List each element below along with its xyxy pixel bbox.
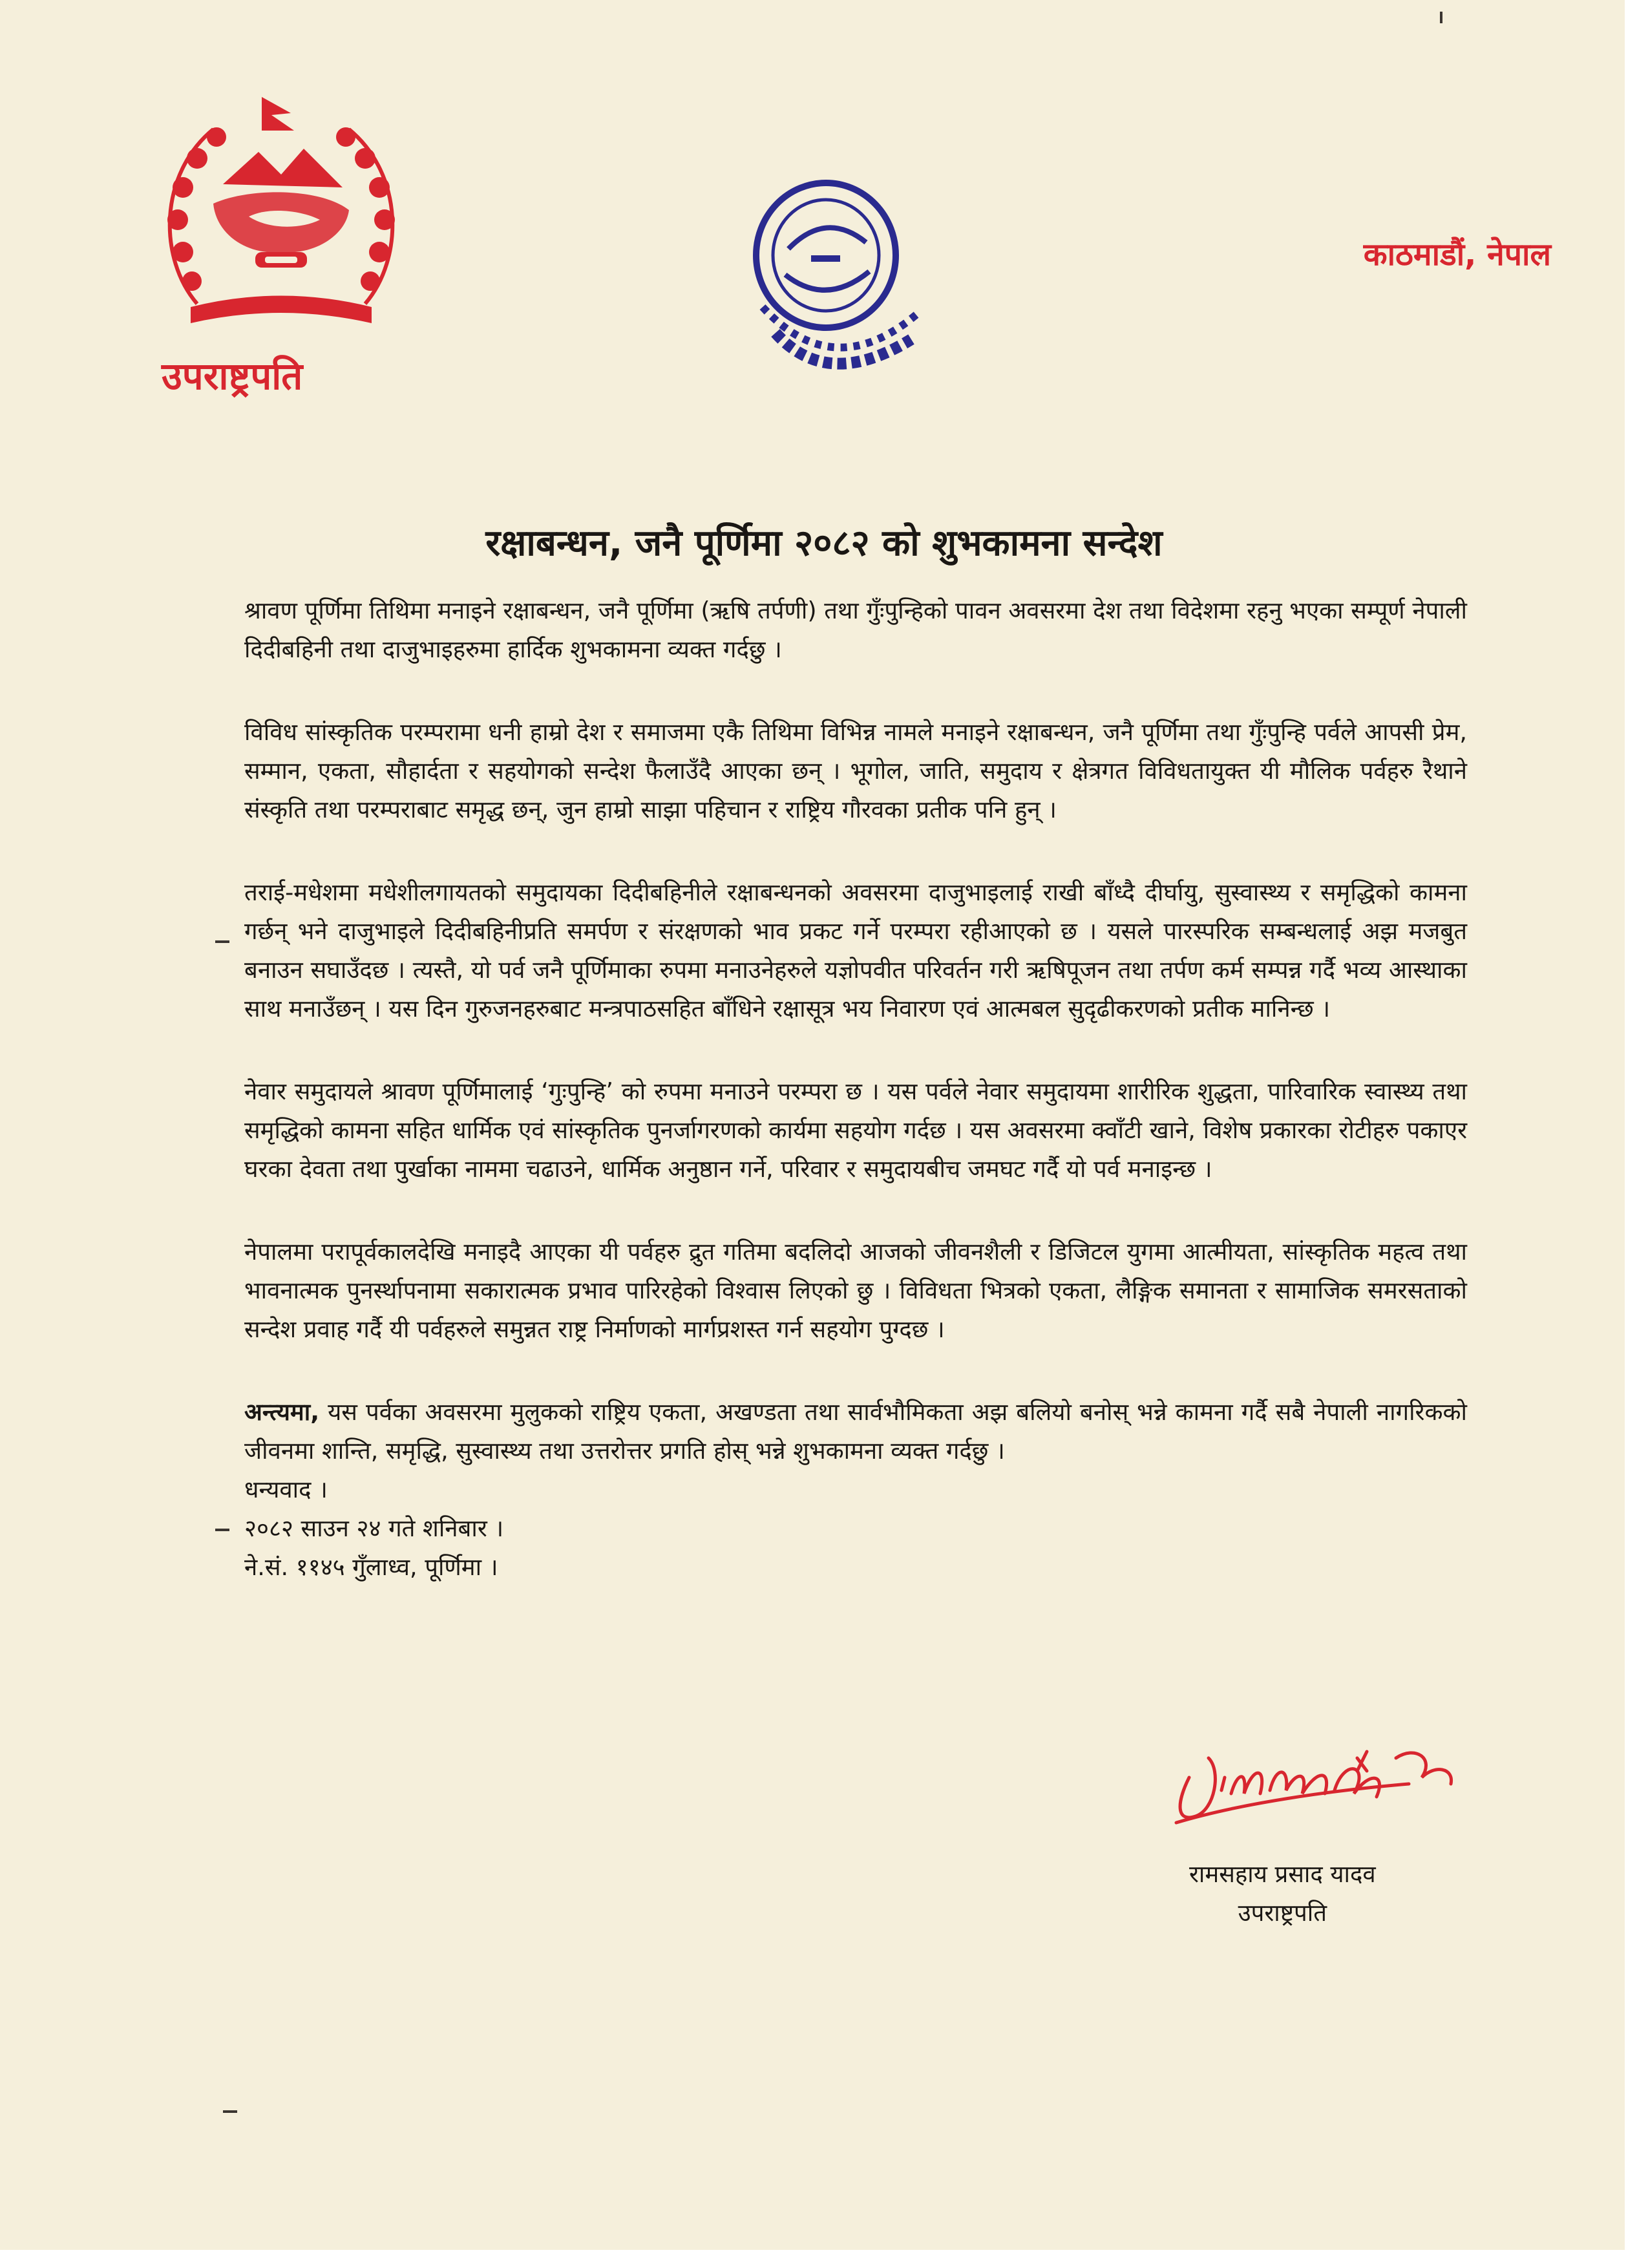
paragraph: तराई-मधेशमा मधेशीलगायतको समुदायका दिदीबहिनीले रक्षाबन्धनको अवसरमा दाजुभाइलाई राखी बाँध्दै दीर्घायु, सुस्वास्थ्य र समृद्धिको कामना गर्छन् भने दाजुभाइले दिदीबहिनीप्रति समर्पण र संरक्षणको भाव प्रकट गर्ने परम्परा रहीआएको छ । यसले पारस्परिक सम्बन्धलाई अझ मजबुत बनाउन सघाउँदछ । त्यस्तै, यो पर्व जनै पूर्णिमाका रुपमा मनाउनेहरुले यज्ञोपवीत परिवर्तन गरी ऋषिपूजन तथा तर्पण कर्म सम्पन्न गर्दै भव्य आस्थाका साथ मनाउँछन् । यस दिन गुरुजनहरुबाट मन्त्रपाठसहित बाँधिने रक्षासूत्र भय निवारण एवं आत्मबल सुदृढीकरणको प्रतीक मानिन्छ । — [244, 878, 1467, 1023]
punch-mark — [215, 1529, 229, 1531]
location: काठमाडौं, नेपाल — [1363, 237, 1551, 273]
signatory-name: रामसहाय प्रसाद यादव — [1189, 1860, 1376, 1888]
closing-paragraph — [244, 1393, 1467, 1470]
punch-mark — [223, 2110, 237, 2113]
paragraph: नेपालमा परापूर्वकालदेखि मनाइदै आएका यी पर्वहरु द्रुत गतिमा बदलिदो आजको जीवनशैली र डिजिटल युगमा आत्मीयता, सांस्कृतिक महत्व तथा भावनात्मक पुनर्स्थापनामा सकारात्मक प्रभाव पारिरहेको विश्वास लिएको छु । विविधता भित्रको एकता, लैङ्गिक समानता र सामाजिक समरसताको सन्देश प्रवाह गर्दै यी पर्वहरुले समुन्नत राष्ट्र निर्माणको मार्गप्रशस्त गर्न सहयोग पुग्दछ । — [244, 1238, 1467, 1343]
org-title: उपराष्ट्रपति — [162, 354, 303, 398]
nepal-emblem-icon — [152, 90, 410, 336]
paragraph: नेवार समुदायले श्रावण पूर्णिमालाई ‘गुःपुन्हि’ को रुपमा मनाउने परम्परा छ । यस पर्वले नेवार समुदायमा शारीरिक शुद्धता, पारिवारिक स्वास्थ्य तथा समृद्धिको कामना सहित धार्मिक एवं सांस्कृतिक पुनर्जागरणको कार्यमा सहयोग गर्दछ । यस अवसरमा क्वाँटी खाने, विशेष प्रकारका रोटीहरु पकाएर घरका देवता तथा पुर्खाका नाममा चढाउने, धार्मिक अनुष्ठान गर्ने, परिवार र समुदायबीच जमघट गर्दै यो पर्व मनाइन्छ । — [244, 1077, 1467, 1183]
scan-border-right — [1625, 0, 1648, 2268]
closing-text: यस पर्वका अवसरमा मुलुकको राष्ट्रिय एकता, अखण्डता तथा सार्वभौमिकता अझ बलियो बनोस् भन्ने कामना गर्दै सबै नेपाली नागरिकको जीवनमा शान्ति, समृद्धि, सुस्वास्थ्य तथा उत्तरोत्तर प्रगति होस् भन्ने शुभकामना व्यक्त गर्दछु । — [244, 1398, 1468, 1465]
date-line: २०८२ साउन २४ गते शनिबार । — [244, 1514, 504, 1542]
letter-body — [244, 591, 1467, 1587]
signatory-designation: उपराष्ट्रपति — [1238, 1899, 1327, 1927]
paragraph: विविध सांस्कृतिक परम्परामा धनी हाम्रो देश र समाजमा एकै तिथिमा विभिन्न नामले मनाइने रक्षाबन्धन, जनै पूर्णिमा तथा गुँःपुन्हि पर्वले आपसी प्रेम, सम्मान, एकता, सौहार्दता र सहयोगको सन्देश फैलाउँदै आएका छन् । भूगोल, जाति, समुदाय र क्षेत्रगत विविधतायुक्त यी मौलिक पर्वहरु रैथाने संस्कृति तथा परम्पराबाट समृद्ध छन्, जुन हाम्रो साझा पहिचान र राष्ट्रिय गौरवका प्रतीक पनि हुन् । — [244, 718, 1467, 823]
nepal-samvat-line: ने.सं. ११४५ गुँलाध्व, पूर्णिमा । — [244, 1553, 498, 1581]
paragraph: श्रावण पूर्णिमा तिथिमा मनाइने रक्षाबन्धन, जनै पूर्णिमा (ऋषि तर्पणी) तथा गुँःपुन्हिको पावन अवसरमा देश तथा विदेशमा रहनु भएका सम्पूर्ण नेपाली दिदीबहिनी तथा दाजुभाइहरुमा हार्दिक शुभकामना व्यक्त गर्दछु । — [244, 597, 1467, 663]
closing-lead: अन्त्यमा, — [244, 1398, 320, 1426]
punch-mark — [215, 940, 229, 943]
punch-mark — [1440, 12, 1442, 23]
signature-icon — [1163, 1732, 1467, 1842]
page-title: रक्षाबन्धन, जनै पूर्णिमा २०८२ को शुभकामना सन्देश — [485, 522, 1163, 564]
signature-block — [1189, 1855, 1376, 1933]
office-stamp-icon — [750, 178, 924, 404]
thanks: धन्यवाद । — [244, 1476, 328, 1503]
scan-border-bottom — [0, 2250, 1648, 2268]
closing-lines — [244, 1470, 1467, 1587]
